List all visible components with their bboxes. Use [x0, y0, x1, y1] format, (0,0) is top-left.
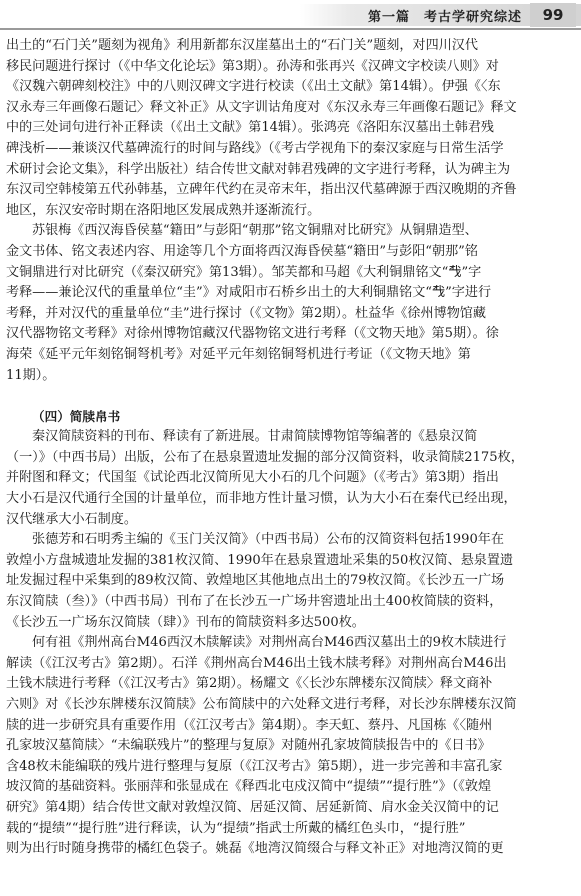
header-rule [0, 28, 581, 30]
text-line: 牍的进一步研究具有重要作用（《江汉考古》第4期）。李天虹、蔡丹、凡国栋《〈随州 [6, 717, 493, 733]
text-line: 坡汉简的基础资料。张丽萍和张显成在《释西北屯戍汉简中“提绩”“提行胜”》（《敦煌 [6, 779, 492, 795]
text-line: 大小石是汉代通行全国的计量单位，而非地方性计量习惯，认为大小石在秦代已经出现， [6, 491, 517, 507]
text-line: 汉永寿三年画像石题记〉释文补正》从文字训诂角度对《东汉永寿三年画像石题记》释文 [6, 99, 517, 115]
page-number: 99 [530, 3, 576, 27]
text-line: 张德芳和石明秀主编的《玉门关汉简》（中西书局）公布的汉简资料包括1990年在 [32, 532, 504, 548]
paragraph-4 [6, 530, 574, 633]
text-line: 土钱木牍进行考释（《江汉考古》第2期）。杨耀文《〈长沙东牌楼东汉简牍〉释文商补 [6, 676, 493, 692]
text-line: 《长沙五一广场东汉简牍（肆）》刊布的简牍资料多达500枚。 [6, 614, 365, 630]
text-line: 解读（《江汉考古》第2期）。石洋《荆州高台M46出土钱木牍考释》对荆州高台M46出 [6, 655, 507, 671]
text-line: 址发掘过程中采集到的89枚汉简、敦煌地区其他地点出土的79枚汉简。《长沙五一广场 [6, 573, 505, 589]
text-line: 汉代继承大小石制度。 [6, 511, 137, 527]
text-line: 地区，东汉安帝时期在洛阳地区发展成熟并逐渐流行。 [6, 202, 321, 218]
text-line: 《汉魏六朝碑刻校注》中的八则汉碑文字进行校读（《出土文献》第14辑）。伊强《〈东 [6, 79, 501, 95]
section-heading: （四）简牍帛书 [32, 408, 121, 424]
text-line: 东汉简牍（叁）》（中西书局）刊布了在长沙五一广场井窖遗址出土400枚简牍的资料， [6, 594, 503, 610]
text-line: 则为出行时随身携带的橘红色袋子。姚磊《地湾汉简缀合与释文补正》对地湾汉简的更 [6, 841, 504, 857]
text-line: 碑浅析——兼谈汉代墓碑流行的时间与路线》（《考古学视角下的秦汉家庭与日常生活学 [6, 140, 504, 156]
text-line: 文铜鼎进行对比研究（《秦汉研究》第13辑）。邹芙都和马超《大利铜鼎铭文“𢦔”字 [6, 264, 482, 280]
text-line: 孔家坡汉墓简牍〉“未编联残片”的整理与复原》对随州孔家坡简牍报告中的《日书》 [6, 738, 491, 754]
text-line: 移民问题进行探讨（《中华文化论坛》第3期）。孙涛和张再兴《汉碑文字校读八则》对 [6, 58, 499, 74]
text-line: 研究》第4期）结合传世文献对敦煌汉简、居延汉简、居延新简、肩水金关汉简中的记 [6, 799, 499, 815]
text-line: 苏银梅《西汉海昏侯墓“籍田”与彭阳“朝那”铭文铜鼎对比研究》从铜鼎造型、 [32, 223, 478, 239]
running-header [0, 0, 581, 30]
text-line: 何有祖《荆州高台M46西汉木牍解读》对荆州高台M46西汉墓出土的9枚木牍进行 [32, 635, 507, 651]
text-line: 考释——兼论汉代的重量单位“圭”》对咸阳市石桥乡出土的大利铜鼎铭文“𢦔”字进行 [6, 285, 492, 301]
text-line: 考释，并对汉代的重量单位“圭”进行探讨（《文物》第2期）。杜益华《徐州博物馆藏 [6, 305, 486, 321]
paragraph-1 [6, 36, 574, 221]
text-line: 海荣《延平元年刻铭铜弩机考》对延平元年刻铭铜弩机进行考证（《文物天地》第 [6, 346, 471, 362]
paragraph-3 [6, 427, 574, 530]
text-line: 秦汉简牍资料的刊布、释读有了新进展。甘肃简牍博物馆等编著的《悬泉汉简 [32, 429, 478, 445]
text-line: 术研讨会论文集》，科学出版社）结合传世文献对韩君残碑的文字进行考释，认为碑主为 [6, 161, 511, 177]
paragraph-2 [6, 221, 574, 386]
section-spacer [6, 386, 574, 407]
main-text [6, 36, 574, 860]
text-line: 并附图和释文；代国玺《试论西北汉简所见大小石的几个问题》（《考古》第3期）指出 [6, 470, 499, 486]
text-line: 金文书体、铭文表述内容、用途等几个方面将西汉海昏侯墓“籍田”与彭阳“朝那”铭 [6, 243, 478, 259]
text-line: 汉代器物铭文考释》对徐州博物馆藏汉代器物铭文进行考释（《文物天地》第5期）。徐 [6, 326, 499, 342]
text-line: 六则》对《长沙东牌楼东汉简牍》公布简牍中的六处释文进行考释，对长沙东牌楼东汉简 [6, 697, 517, 712]
text-line: （一）》（中西书局）出版，公布了在悬泉置遗址发掘的部分汉简资料，收录简牍2175枚， [6, 449, 524, 465]
text-line: 载的“提绩”“提行胜”进行释读，认为“提绩”指武士所戴的橘红色头巾，“提行胜” [6, 820, 466, 836]
text-line: 出土的“石门关”题刻为视角》利用新都东汉崖墓出土的“石门关”题刻，对四川汉代 [6, 38, 478, 53]
paragraph-5 [6, 633, 574, 860]
text-line: 含48枚未能编联的残片进行整理与复原（《江汉考古》第5期），进一步完善和丰富孔家 [6, 758, 503, 774]
text-line: 东汉司空韩棱第五代孙韩基，立碑年代约在灵帝末年，指出汉代墓碑源于西汉晚期的齐鲁 [6, 182, 517, 198]
text-line: 11期）。 [6, 367, 56, 383]
text-line: 中的三处词句进行补正释读（《出土文献》第14辑）。张鸿亮《洛阳东汉墓出土韩君残 [6, 120, 495, 136]
header-title: 第一篇 考古学研究综述 [368, 10, 523, 25]
text-line: 敦煌小方盘城遗址发掘的381枚汉简、1990年在悬泉置遗址采集的50枚汉简、悬泉置遗 [6, 552, 514, 568]
